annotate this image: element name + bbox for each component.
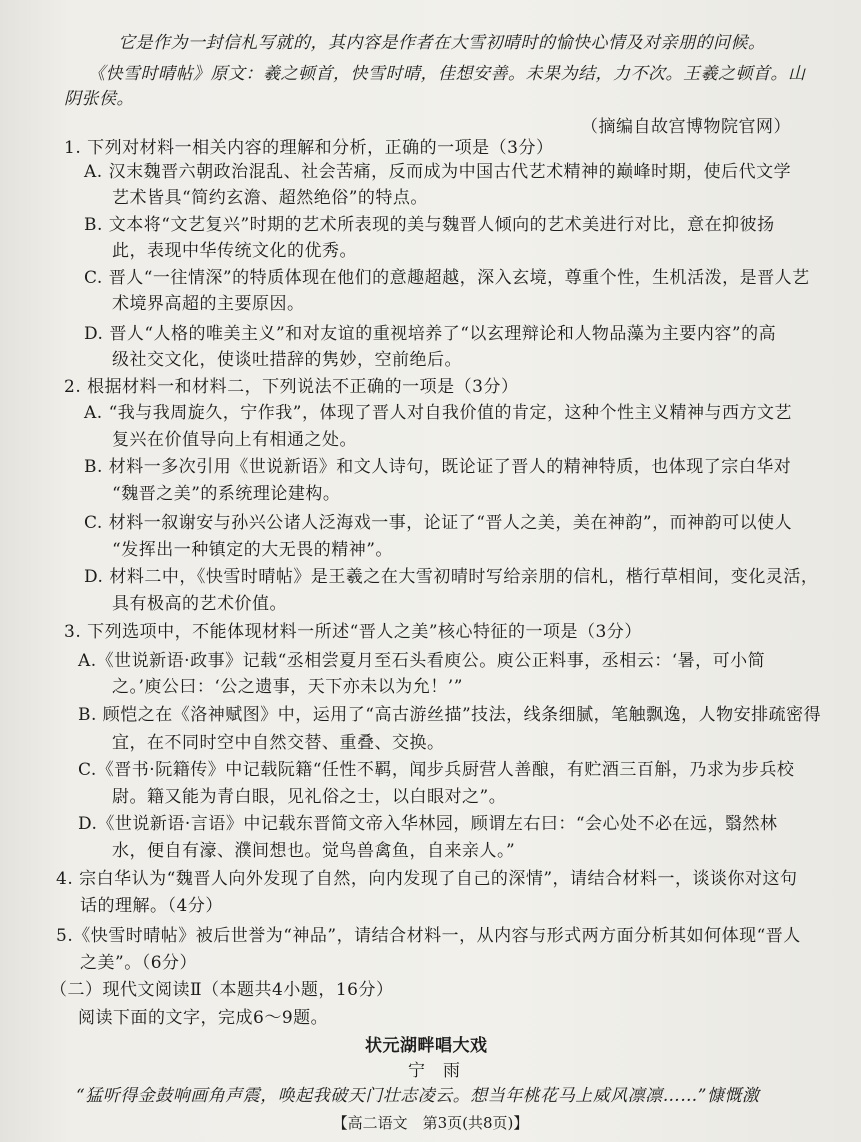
question-2-stem: 2. 根据材料一和材料二，下列说法不正确的一项是（3分） <box>64 377 519 397</box>
page-footer: 【高二语文 第3页(共8页)】 <box>332 1114 529 1132</box>
q2-option-a-line2: 复兴在价值导向上有相通之处。 <box>112 430 357 450</box>
q2-option-b-line1: B. 材料一多次引用《世说新语》和文人诗句，既论证了晋人的精神特质，也体现了宗白华对 <box>84 457 792 477</box>
q2-option-d-line2: 具有极高的艺术价值。 <box>112 594 287 614</box>
q2-option-c-line1: C. 材料一叙谢安与孙兴公诸人泛海戏一事，论证了“晋人之美，美在神韵”，而神韵可以使人 <box>84 513 793 533</box>
q3-option-a-line2: 之。’庾公曰：‘公之遗事，天下亦未以为允！’” <box>112 677 463 697</box>
q3-option-b-line1: B. 顾恺之在《洛神赋图》中，运用了“高古游丝描”技法，线条细腻，笔触飘逸，人物安排疏密得 <box>78 705 822 725</box>
q2-option-c-line2: “发挥出一种镇定的大无畏的精神”。 <box>112 540 393 560</box>
q1-option-c-line2: 术境界高超的主要原因。 <box>112 294 305 314</box>
section-2-heading: （二）现代文阅读Ⅱ（本题共4小题，16分） <box>50 980 394 1000</box>
q3-option-c-line2: 尉。籍又能为青白眼，见礼俗之士，以白眼对之”。 <box>112 787 507 807</box>
q3-option-a-line1: A.《世说新语·政事》记载“丞相尝夏月至石头看庾公。庾公正料事，丞相云：‘暑，可小简 <box>78 651 766 671</box>
article-first-line: “猛听得金鼓响画角声震，唤起我破天门壮志凌云。想当年桃花马上威风凛凛……”慷慨激 <box>76 1086 760 1106</box>
q3-option-b-line2: 宜，在不同时空中自然交替、重叠、交换。 <box>112 733 445 753</box>
q1-option-c-line1: C. 晋人“一往情深”的特质体现在他们的意趣超越，深入玄境，尊重个性，生机活泼，是晋人艺 <box>84 268 810 288</box>
q1-option-b-line2: 此，表现中华传统文化的优秀。 <box>112 241 357 261</box>
section-2-instruction: 阅读下面的文字，完成6～9题。 <box>78 1008 329 1028</box>
question-4-stem-line1: 4. 宗白华认为“魏晋人向外发现了自然，向内发现了自己的深情”，请结合材料一，谈谈你对这句 <box>56 869 798 889</box>
question-5-stem-line2: 之美”。（6分） <box>80 953 198 973</box>
q1-option-a-line1: A. 汉末魏晋六朝政治混乱、社会苦痛，反而成为中国古代艺术精神的巅峰时期，使后代文学 <box>84 162 792 182</box>
question-5-stem-line1: 5.《快雪时晴帖》被后世誉为“神品”，请结合材料一，从内容与形式两方面分析其如何体现“晋人 <box>56 926 801 946</box>
question-4-stem-line2: 话的理解。（4分） <box>80 896 223 916</box>
q2-option-d-line1: D. 材料二中，《快雪时晴帖》是王羲之在大雪初晴时写给亲朋的信札，楷行草相间，变化灵活， <box>84 567 819 587</box>
article-title: 状元湖畔唱大戏 <box>365 1036 488 1056</box>
intro-original-text-1: 《快雪时晴帖》原文：羲之顿首，快雪时晴，佳想安善。未果为结，力不次。王羲之顿首。山 <box>88 64 806 84</box>
q1-option-d-line2: 级社交文化，使谈吐措辞的隽妙，空前绝后。 <box>112 350 462 370</box>
intro-letter-desc: 它是作为一封信札写就的，其内容是作者在大雪初晴时的愉快心情及对亲朋的问候。 <box>118 33 766 53</box>
q3-option-d-line1: D.《世说新语·言语》中记载东晋简文帝入华林园，顾谓左右曰：“会心处不必在远，翳然林 <box>78 814 778 834</box>
question-1-stem: 1. 下列对材料一相关内容的理解和分析，正确的一项是（3分） <box>64 138 554 158</box>
q1-option-d-line1: D. 晋人“人格的唯美主义”和对友谊的重视培养了“以玄理辩论和人物品藻为主要内容”的高 <box>84 324 777 344</box>
question-3-stem: 3. 下列选项中，不能体现材料一所述“晋人之美”核心特征的一项是（3分） <box>64 622 642 642</box>
q3-option-c-line1: C.《晋书·阮籍传》中记载阮籍“任性不羁，闻步兵厨营人善酿，有贮酒三百斛，乃求为步兵校 <box>78 760 795 780</box>
q1-option-a-line2: 艺术皆具“简约玄澹、超然绝俗”的特点。 <box>112 188 428 208</box>
q3-option-d-line2: 水，便自有濠、濮间想也。觉鸟兽禽鱼，自来亲人。” <box>112 841 516 861</box>
q2-option-a-line1: A. “我与我周旋久，宁作我”，体现了晋人对自我价值的肯定，这种个性主义精神与西方文艺 <box>84 403 792 423</box>
intro-original-text-2: 阴张侯。 <box>64 89 134 109</box>
article-author: 宁 雨 <box>408 1061 461 1081</box>
source-citation: （摘编自故宫博物院官网） <box>581 117 791 137</box>
q1-option-b-line1: B. 文本将“文艺复兴”时期的艺术所表现的美与魏晋人倾向的艺术美进行对比，意在抑彼扬 <box>84 215 775 235</box>
q2-option-b-line2: “魏晋之美”的系统理论建构。 <box>112 484 341 504</box>
